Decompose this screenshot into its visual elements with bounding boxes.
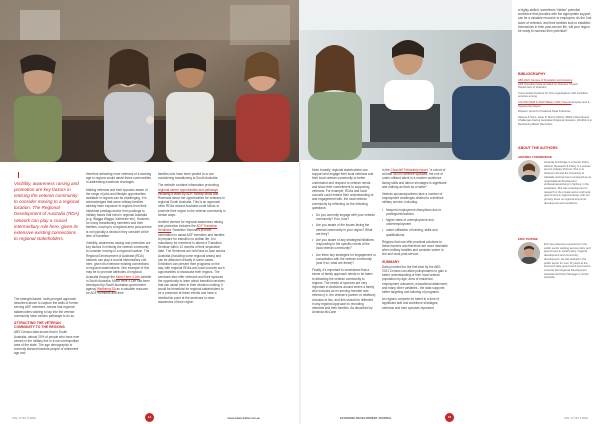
pullquote-bar	[18, 172, 19, 178]
text: as a valuable resource for ADF members and their	[86, 287, 149, 296]
list-item: • higher rates of unemployment and underemployment	[382, 218, 448, 226]
page-number: 15	[445, 413, 454, 422]
paragraph: Veteran spouses/partners face a number of employment challenges related to a defence military service, including:	[382, 192, 444, 205]
left-column-1	[14, 297, 80, 359]
paragraph: Data provided for the first time by the ABS 2021 Census can allow policymakers to gain a better understanding of their local veteran population by age, area of residence, employment outcomes, educational attainment, and many other variables - the data supports better targeting and tailoring of programs.	[382, 264, 448, 295]
right-page	[300, 0, 600, 424]
paragraph: More broadly, regional stakeholders can support and engage their local veterans and their local veteran community to better understand and respond to veteran needs and show their commitment to supporting veterans. For example, RDAs and local councils could extend their understanding of, and engagement with, the local veteran community by reflecting on the following questions:	[312, 168, 375, 210]
paragraph: a highly-skilled, sometimes 'hidden' potential workforce that provides with the appropriate support, can be a valuable resource to employers. As the 'lost wave of veterans' and their families look to establish themselves in their post-service life, will your region be ready to harness their potential?	[518, 8, 592, 34]
section-heading-attracting: ATTRACTING THE VETERAN COMMUNITY TO THE REGIONS	[14, 321, 65, 330]
text: Communities Network for how organisations with transition services among	[518, 91, 588, 99]
census-paragraph: ABS Census data shows that in South Australia, almost 20% of people who have ever served in the military live in a non-metropolitan area of the state. The age demographic is currently skewed towards people of retirement age and	[14, 330, 80, 356]
challenges-list	[382, 208, 448, 237]
section-heading-summary: SUMMARY	[382, 259, 400, 264]
churchill-fellowship-link[interactable]: Churchill Fellowship report	[390, 168, 428, 172]
volume-label: VOL 17 NO 3 2024	[564, 416, 588, 420]
bibliography-entry	[518, 101, 592, 108]
paragraph: Finally, it's important to understand that a sense of family approach needs to be taken to attracting the veteran community to regions. The needs of spouses are very important in decisions around where a family who includes an ex-serving member and veteran (i.e. the veteran's partner or relatives) chooses to live, and this should be reflected in any regional approach to recruiting veterans and their families. As described by Amanda McCann	[312, 268, 376, 315]
author-bio: Eric has extensive experience in the public sector working across policy and government in social policy, regional development and community development. He has worked in the public sector for over 15 years at the local and state government level and is currently the Regional Development Australia SA Policy Manager in South Australia.	[544, 243, 591, 280]
left-column-3	[158, 172, 226, 307]
paragraph: therefore attracting more veterans of a working age to regions would assist these communities in addressing workforce shortages.	[86, 172, 152, 185]
author-2-bio	[518, 237, 592, 280]
volume-label: VOL 17 NO 3 2024	[12, 416, 36, 420]
bibliography-entry	[518, 110, 592, 114]
page-number: 14	[145, 413, 154, 422]
bibliography-link[interactable]: ABS 2021 Census of Population and Housing	[518, 79, 573, 82]
move-here-4-life-link[interactable]: Move Here 4 Life	[115, 274, 140, 279]
text: The website contains information promoting	[158, 183, 219, 188]
text: ADF Transition Data provided by Veterans SA and Department of Veterans	[518, 82, 578, 90]
bibliography-link[interactable]: Churchill 2018 & 2023 Military (ADF) Spouse	[518, 100, 572, 104]
right-column-2	[382, 168, 448, 313]
website-link[interactable]: www.edaustralia.com.au	[227, 416, 260, 420]
bibliography-entry	[518, 92, 592, 99]
bibliography-entry	[518, 116, 592, 127]
text: , "a cohort of at least 48,000 defence spouses, the role of under-utilised talent in a modern workforce facing skills and labour shortages is significant and nothing as thick as a native"	[382, 168, 447, 189]
about-authors-title: ABOUT THE AUTHORS	[518, 146, 558, 150]
list-item: • Are there any strategies for engagement or consultation with the veteran community (and if so, what are these)?	[312, 253, 376, 266]
list-item: • frequent employment disruptions due to postings/relocations	[382, 208, 448, 216]
author-1-bio	[518, 155, 592, 205]
regional-career-link[interactable]: regional career opportunities and pathways	[158, 187, 219, 192]
paragraph	[158, 183, 226, 217]
text: Employment & Opportunity Report	[518, 100, 590, 108]
paragraph	[86, 241, 152, 296]
text: Western Council of National Peak Industries	[518, 110, 571, 114]
list-item: • Do you currently engage with your veteran community? If so, how?	[312, 213, 376, 221]
left-column-2	[86, 172, 152, 299]
paragraph: As regions compete for talent in a time of significant skill and workforce shortages, veterans and their spouses represent	[382, 297, 440, 310]
right-column-1	[312, 168, 376, 318]
bibliography-entry	[518, 79, 592, 90]
paragraph: Regions that can offer practical solutions to these barriers and therefore are more desirable when military families and consider where to live and work post-service.	[382, 239, 448, 257]
author-bio: Amanda Turnbridge is a Senior Policy Adviser, Research & Policy is a veteran and an Industry Partner. She is at Veterans SA and the University of Adelaide and has been employed as an organisational development professional working in Sydney, in the workplace. She has a background in research in the private sector and local government in regional areas, with her primary focus on regional economic development and workforce.	[544, 161, 592, 205]
right-footer	[300, 410, 600, 424]
bibliography-title: BIBLIOGRAPHY	[518, 72, 546, 76]
list-item: • Are you aware of any strategies/initiatives responding to the specific needs of the local veteran community?	[312, 238, 376, 251]
list-item: • under-utilisation of training, skills and qualifications.	[382, 228, 448, 236]
list-item: • Are you aware of the issues facing the veteran community in your region? What are they?	[312, 223, 376, 236]
pullquote: Visibility, awareness raising and promotion are key factors in enticing the veteran community to consider moving to a regional location. The Regional Development of Australia (RDA) network can play a crucial intermediary role here, given its extensive existing connections to regional stakeholders.	[14, 181, 80, 241]
bibliography-list	[518, 79, 592, 129]
text: Transition Seminars provide information to assist ADF members and families to prepare for transition to civilian life. It is mandatory for members to attend a Transition Seminar within 12 months of their separation date. The Seminars are held face-to-face across Australia (including some regional areas) and can be attended virtually in some cases. Exhibitors can present their programs on the day, with regional RDAs and local councils such opportunities to showcase their regions. The seminars also offer veterans and their spouses the opportunity to learn about transition services that can assist them in their decision making. It would be beneficial for regional stakeholders to be a presence at these events and have a distribution point at the seminars to raise awareness of their region.	[158, 228, 226, 304]
text: in the	[382, 168, 390, 172]
people-meeting-photo	[0, 0, 300, 162]
text: website in South Australia. Move Here 4 Life has been developed by South Australian government agency	[86, 274, 152, 292]
right-column-3	[518, 8, 592, 36]
wellbeing-sa-link[interactable]: Wellbeing SA	[97, 287, 116, 292]
paragraph	[158, 220, 226, 304]
left-footer	[0, 410, 300, 424]
adf-transition-seminars-link[interactable]: ADF Transition Seminars	[158, 224, 218, 233]
paragraph: Making veterans and their spouses aware of the range of jobs and lifestyle opportunities available in regions can be challenging. It is acknowledged that some military families already have exposure to regions from their individual postings and/or from postings to military bases that exist in regional Australia (e.g. Wagga Wagga, Katherine etc). However, for many transitioning members and their families, moving to a regional area post-service is not typically a decision they consider at the time of transition.	[86, 187, 152, 238]
paragraph: families who have been posted to or are considering transitioning to South Australia.	[158, 172, 219, 181]
intro-paragraph: The strength-based, multi-pronged approach described above to capture the skills of former serving ADF members, means that regional stakeholders wishing to tap into the veteran community have various pathways to do so.	[14, 297, 79, 318]
people-collaboration-photo	[300, 0, 512, 160]
text: Another avenue for regional awareness raising and promotion includes the	[158, 220, 223, 229]
questions-list	[312, 213, 376, 265]
text: Visibility, awareness raising and promotion are key factors in enticing the veteran community to consider moving to a regional location. The Regional Development of Australia (RDA) network can play a crucial intermediary role here, given its extensive existing connections to regional stakeholders. One example of this may be to promote attributes of regional Australia through the	[86, 241, 151, 279]
text: including a video by ADF, Murray lands and Riverland about the opportunities for veterans in regional South Australia. This is an approach other RDAs around Australia could follow, to promote their region to the veteran community in similar ways.	[158, 191, 226, 217]
text: Various & Sons. Sean P. Moore (2021). Military Recruitment Challenges Facing Australian Regional Veterans, Workforce is Developing Better Recruiters	[518, 115, 592, 126]
author-name: ERIC PAIPINE	[518, 237, 538, 241]
paragraph	[382, 168, 448, 189]
author-name: AMANDA TURNBRIDGE	[518, 155, 553, 159]
journal-name: ECONOMIC DEVELOPMENT JOURNAL	[340, 416, 392, 420]
